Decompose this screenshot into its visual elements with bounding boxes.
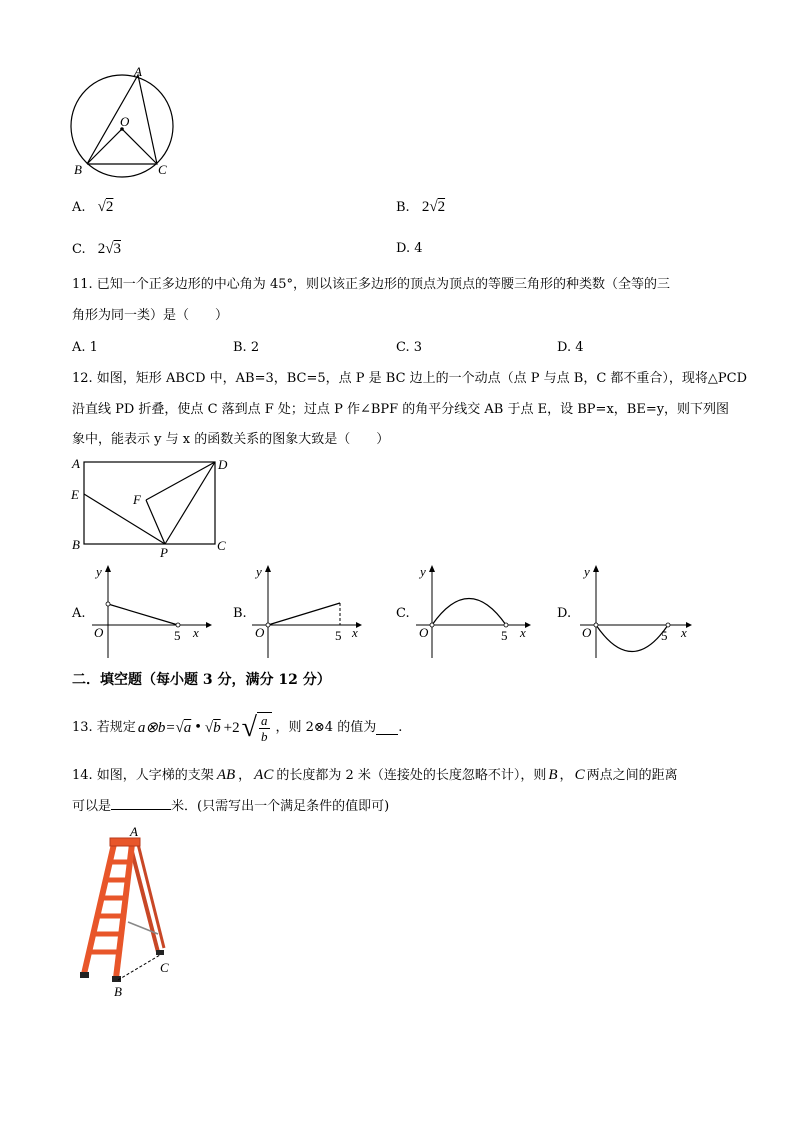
q14-line2 [72,797,389,816]
q13-sqrt-b: √b [204,720,221,736]
q12-line3: 象中，能表示 y 与 x 的函数关系的图象大致是（ ） [72,432,390,447]
q12-graph-a-label: A. [72,606,86,621]
label-O: O [120,114,130,129]
radicand: 2 [437,199,446,215]
point-C: C [574,767,585,783]
tick-5-label: 5 [501,628,508,643]
q12-graph-b-label: B. [233,606,247,621]
q11-option-d: D. 4 [557,340,584,355]
q13-operator-expression: a⊗b= [137,720,176,736]
q13 [72,706,402,750]
origin-label: O [419,625,429,640]
axis-x-label: x [520,625,526,640]
origin-label: O [582,625,592,640]
numerator: a [261,713,268,728]
q13-suffix: ，则 2⊗4 的值为 [275,720,377,735]
axis-x-label: x [193,625,199,640]
label-A: A [134,64,142,79]
coefficient: 2 [97,241,106,257]
label-F: F [133,492,141,507]
origin-label: O [255,625,265,640]
q13-dot: • [194,720,202,735]
sqrt-expression: 2√2 [421,199,446,215]
label-D: D [218,457,228,472]
q12-graph-d [576,562,701,660]
sqrt-expression: 2√3 [97,241,121,257]
radicand: 3 [113,241,121,257]
q12-graph-c-label: C. [396,606,410,621]
label-B: B [74,162,82,177]
axis-x-label: x [681,625,687,640]
label-B: B [72,537,80,552]
q14-line1-part-a: 14. 如图，人字梯的支架 [72,768,214,783]
label-A: A [130,824,138,839]
coefficient: 2 [421,199,430,215]
label-C: C [158,162,167,177]
q10-option-a [72,198,113,217]
tick-5-label: 5 [335,628,342,643]
label-E: E [71,487,79,502]
q11-line1: 11. 已知一个正多边形的中心角为 45°，则以该正多边形的顶点为顶点的等腰三角形的种类数（全等的三 [72,277,670,292]
origin-label: O [94,625,104,640]
q12-line1: 12. 如图，矩形 ABCD 中，AB=3，BC=5，点 P 是 BC 边上的一个动点（点 P 与点 B，C 都不重合），现将△PCD [72,371,748,386]
q14-line2-part-b: 米．(只需写出一个满足条件的值即可) [171,799,390,814]
label-C: C [217,538,226,553]
axis-y-label: y [584,564,590,579]
q12-line2: 沿直线 PD 折叠，使点 C 落到点 F 处；过点 P 作∠BPF 的角平分线交 AB 于点 E，设 BP=x，BE=y，则下列图 [72,402,730,417]
q11-option-a: A. 1 [72,340,98,355]
section-2-heading: 二．填空题（每小题 3 分，满分 12 分） [72,672,331,688]
q14-comma-2: ， [559,768,573,783]
q10-circle-figure [60,62,190,182]
q14-line1-part-b: 的长度都为 2 米（连接处的长度忽略不计），则 [276,768,547,783]
axis-y-label: y [96,564,102,579]
q12-graph-a [88,562,213,660]
q14-line2-part-a: 可以是 [72,799,112,814]
q12-graph-c [412,562,537,660]
radicand: 2 [105,199,114,215]
q14-comma: ， [238,768,252,783]
option-label: B. [396,200,410,215]
option-label: C. [72,242,86,257]
q13-plus-two: +2 [223,720,240,736]
radicand-b: b [213,720,221,736]
label-A: A [72,456,80,471]
label-B: B [114,984,122,999]
q14-ladder-figure [72,822,182,1000]
q11-line2: 角形为同一类）是（ ） [72,308,229,323]
big-sqrt-sign: √ [241,712,257,743]
q11-option-b: B. 2 [233,340,260,355]
sqrt-expression: √2 [97,199,114,215]
q10-option-d: D. 4 [396,241,423,256]
segment-AC: AC [254,767,274,783]
q11-option-c: C. 3 [396,340,423,355]
radicand-a: a [183,720,192,736]
q13-sqrt-a: √a [175,720,192,736]
axis-y-label: y [420,564,426,579]
q14-answer-blank[interactable] [111,797,171,810]
q12-graph-d-label: D. [557,606,572,621]
segment-AB: AB [216,767,236,783]
tick-5-label: 5 [661,628,668,643]
q13-prefix: 13. 若规定 [72,720,136,735]
fraction [257,712,272,744]
q13-end: . [398,720,403,735]
q14-line1 [72,766,678,785]
q14-line1-part-c: 两点之间的距离 [586,768,678,783]
option-label: A. [72,200,86,215]
axis-x-label: x [352,625,358,640]
q10-option-b [396,198,445,217]
q12-graph-b [248,562,373,660]
axis-y-label: y [256,564,262,579]
label-C: C [160,960,169,975]
denominator: b [261,729,268,744]
label-P: P [160,545,168,560]
tick-5-label: 5 [174,628,181,643]
q13-sqrt-fraction [242,712,272,744]
q10-option-c [72,240,121,259]
q13-answer-blank[interactable] [376,722,398,735]
point-B: B [548,767,558,783]
q12-rectangle-figure [66,452,246,562]
